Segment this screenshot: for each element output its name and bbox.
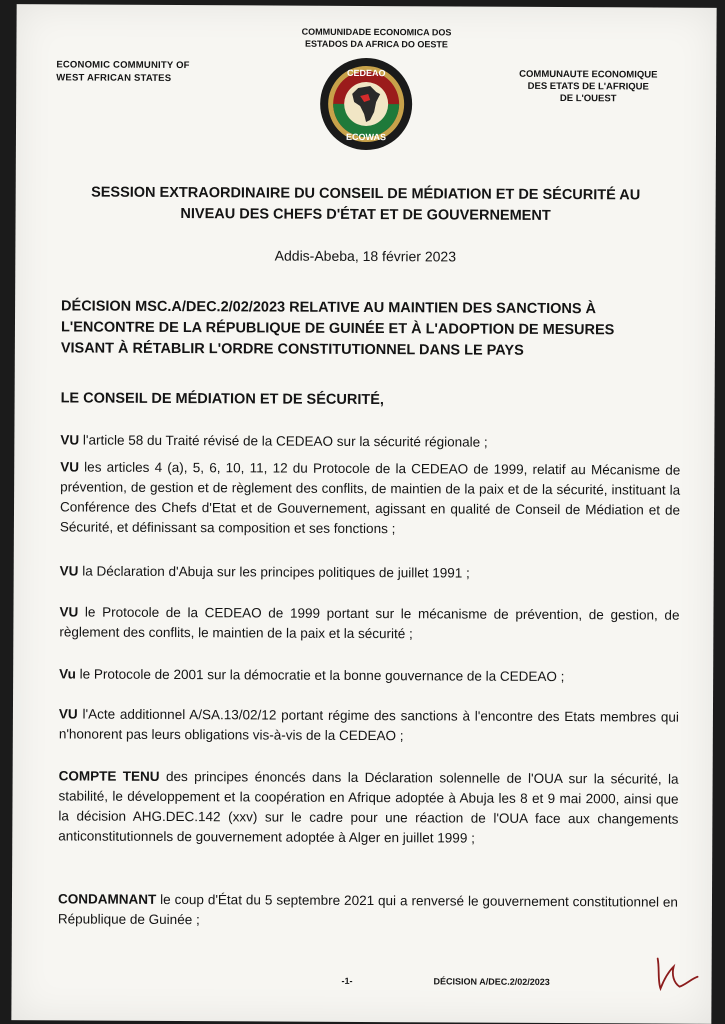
header-english-line2: WEST AFRICAN STATES [56, 72, 172, 84]
place-date: Addis-Abeba, 18 février 2023 [274, 247, 457, 265]
recital-lead: VU [59, 604, 79, 620]
session-title-line2: NIVEAU DES CHEFS D'ÉTAT ET DE GOUVERNEMENT [180, 206, 551, 224]
recital-text: la Déclaration d'Abuja sur les principes politiques de juillet 1991 ; [78, 563, 470, 581]
recital-paragraph [58, 766, 678, 849]
header-portuguese [261, 25, 491, 50]
recital-paragraph [60, 457, 680, 540]
recital-lead: VU [58, 706, 78, 722]
recital-paragraph [59, 664, 679, 687]
header-portuguese-line2: ESTADOS DA AFRICA DO OESTE [305, 38, 448, 50]
recital-text: le Protocole de 2001 sur la démocratie et la bonne gouvernance de la CEDEAO ; [75, 666, 565, 685]
recital-paragraph [60, 561, 680, 584]
recital-lead: COMPTE TENU [58, 768, 160, 784]
session-title-line1: SESSION EXTRAORDINAIRE DU CONSEIL DE MÉDIATION ET DE SÉCURITÉ AU [91, 184, 641, 204]
recital-paragraph [58, 889, 678, 932]
signature-initials [651, 953, 701, 993]
recital-lead: CONDAMNANT [57, 891, 157, 907]
document-page [11, 4, 716, 1024]
decision-heading-line2: L'ENCONTRE DE LA RÉPUBLIQUE DE GUINÉE ET À L'ADOPTION DE MESURES [60, 319, 615, 339]
council-heading: LE CONSEIL DE MÉDIATION ET DE SÉCURITÉ, [60, 390, 384, 409]
recital-paragraph [59, 602, 679, 645]
logo-top-text: CEDEAO [347, 67, 386, 79]
decision-heading-line3: VISANT À RÉTABLIR L'ORDRE CONSTITUTIONNEL DANS LE PAYS [60, 340, 524, 359]
recital-text: le coup d'État du 5 septembre 2021 qui a renversé le gouvernement constitutionnel en République de Guinée ; [57, 891, 679, 928]
recital-lead: VU [60, 432, 80, 448]
footer-reference: DÉCISION A/DEC.2/02/2023 [433, 976, 550, 987]
session-title [56, 182, 676, 227]
recital-paragraph [59, 704, 679, 747]
decision-heading [61, 296, 681, 362]
recital-lead: Vu [59, 666, 76, 682]
page-number: -1- [341, 975, 353, 986]
header-english [56, 58, 256, 85]
recital-lead: VU [59, 563, 79, 579]
header-english-line1: ECONOMIC COMMUNITY OF [56, 59, 190, 72]
recital-text: l'Acte additionnel A/SA.13/02/12 portant régime des sanctions à l'encontre des Etats membres qui n'honorent pas leurs obligations vis-à-vis de la CEDEAO ; [58, 706, 679, 744]
recital-text: l'article 58 du Traité révisé de la CEDEAO sur la sécurité régionale ; [79, 432, 488, 450]
header-portuguese-line1: COMMUNIDADE ECONOMICA DOS [301, 26, 452, 38]
logo-bottom-text: ECOWAS [345, 131, 387, 143]
recital-text: les articles 4 (a), 5, 6, 10, 11, 12 du Protocole de la CEDEAO de 1999, relatif au Mécanisme de prévention, de gestion et de règlement des conflits, de maintien de la paix et de la sécurité, instituant la Conférence des Chefs d'Etat et de Gouvernement, agissant en qualité de Conseil de Médiation et de Sécurité, et définissant sa composition et ses fonctions ; [59, 459, 681, 537]
header-french-line3: DE L'OUEST [559, 93, 617, 105]
recital-lead: VU [60, 459, 80, 475]
header-french [488, 69, 688, 106]
decision-heading-line1: DÉCISION MSC.A/DEC.2/02/2023 RELATIVE AU MAINTIEN DES SANCTIONS À [61, 298, 597, 318]
recital-paragraph [60, 430, 680, 453]
recital-text: des principes énoncés dans la Déclaration solennelle de l'OUA sur la sécurité, la stabilité, le développement et la coopération en Afrique adoptée à Abuja les 8 et 9 mai 2000, ainsi que la décision AHG.DEC.142 (xxv) sur le cadre pour une réaction de l'OUA face aux changements anticonstitutionnels de gouvernement adoptée à Alger en juillet 1999 ; [58, 768, 679, 846]
header-french-line2: DES ETATS DE L'AFRIQUE [527, 80, 649, 93]
recital-text: le Protocole de la CEDEAO de 1999 portant sur le mécanisme de prévention, de gestion, de règlement des conflits, le maintien de la paix et la sécurité ; [59, 604, 680, 642]
header-french-line1: COMMUNAUTE ECONOMIQUE [519, 68, 658, 81]
ecowas-logo [318, 56, 415, 153]
